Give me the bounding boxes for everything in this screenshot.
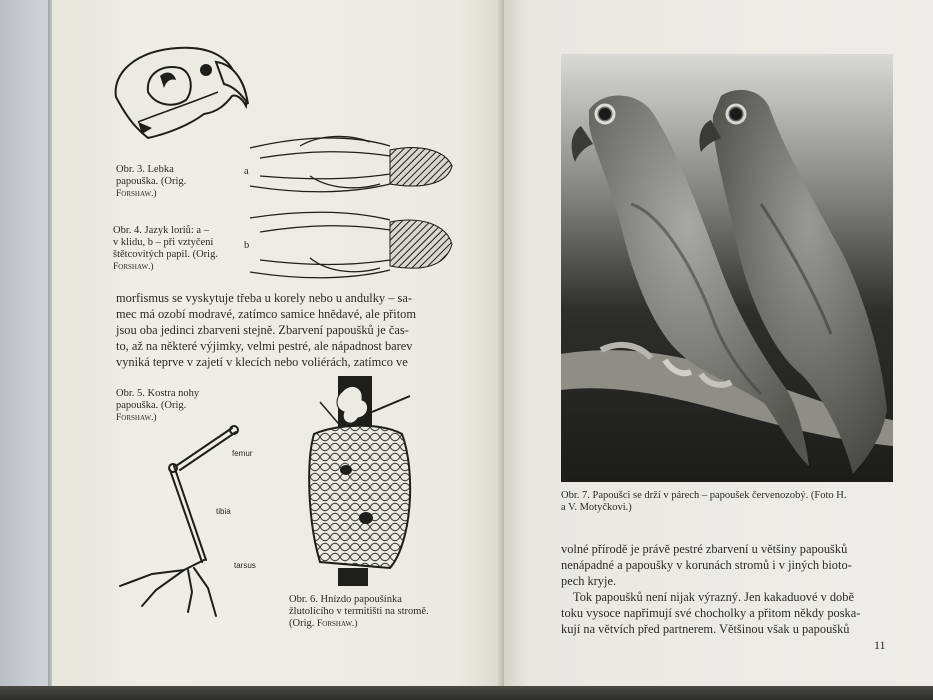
fig3-caption [116, 164, 246, 200]
caption-line: Obr. 7. Papoušci se drží v párech – papoušek červenozobý. (Foto H. [561, 490, 847, 501]
text-line: vyniká teprve v zajetí v klecích nebo voliérách, zatímco ve [116, 355, 408, 369]
skull-illustration [108, 42, 258, 142]
table-shadow [0, 686, 933, 700]
text-line: nenápadné a papoušky v korunách stromů i v jiných bioto- [561, 558, 852, 572]
text-line: kují na větvích před partnerem. Většinou však u papoušků [561, 622, 850, 636]
tongue-illustration [240, 128, 460, 288]
caption-line: štětcovitých papil. (Orig. [113, 249, 218, 260]
left-body-text [116, 290, 452, 370]
text-line: Tok papoušků není nijak výrazný. Jen kakaduové v době [573, 590, 854, 604]
caption-line: Obr. 4. Jazyk loriů: a – [113, 225, 209, 236]
right-body-text [561, 541, 893, 637]
caption-line: a V. Motyčkovi.) [561, 502, 632, 513]
text-line: toku vysoce napřimují své chocholky a přitom někdy poska- [561, 606, 861, 620]
termite-nest-illustration [300, 372, 430, 588]
fig5-caption [116, 388, 246, 424]
caption-line: v klidu, b – při vztyčení [113, 237, 214, 248]
text-line: to, až na některé výjimky, velmi pestré, ale nápadnost barev [116, 339, 413, 353]
caption-line [289, 618, 459, 630]
caption-line: Obr. 6. Hnízdo papoušínka [289, 594, 402, 605]
parrots-photo-art [561, 54, 893, 482]
caption-line: Forshaw.) [116, 189, 157, 199]
text-line: volné přírodě je právě pestré zbarvení u většiny papoušků [561, 542, 848, 556]
tarsus-label: tarsus [234, 561, 256, 570]
text-line: jsou oba jedinci zbarveni stejně. Zbarvení papoušků je čas- [116, 323, 409, 337]
caption-line: Forshaw.) [116, 413, 157, 423]
label-a: a [244, 166, 249, 177]
caption-line: Forshaw.) [113, 262, 154, 272]
parrots-photo [561, 54, 893, 482]
caption-prefix: (Orig. [289, 618, 317, 629]
fig7-caption [561, 490, 901, 514]
caption-source: Forshaw.) [317, 619, 358, 629]
text-line: morfismus se vyskytuje třeba u korely nebo u andulky – sa- [116, 291, 412, 305]
caption-line: žlutolícího v termitišti na stromě. [289, 606, 429, 617]
femur-label: femur [232, 449, 253, 458]
tibia-label: tibia [216, 507, 231, 516]
caption-line: papouška. (Orig. [116, 176, 187, 187]
caption-line: Obr. 3. Lebka [116, 164, 174, 175]
text-line: mec má ozobí modravé, zatímco samice hnědavé, ale přitom [116, 307, 417, 321]
page-number: 11 [874, 638, 886, 652]
text-line: pech kryje. [561, 574, 617, 588]
fig4-caption [113, 225, 253, 273]
label-b: b [244, 240, 250, 251]
caption-line: Obr. 5. Kostra nohy [116, 388, 200, 399]
fig6-caption [289, 594, 459, 630]
caption-line: papouška. (Orig. [116, 400, 187, 411]
